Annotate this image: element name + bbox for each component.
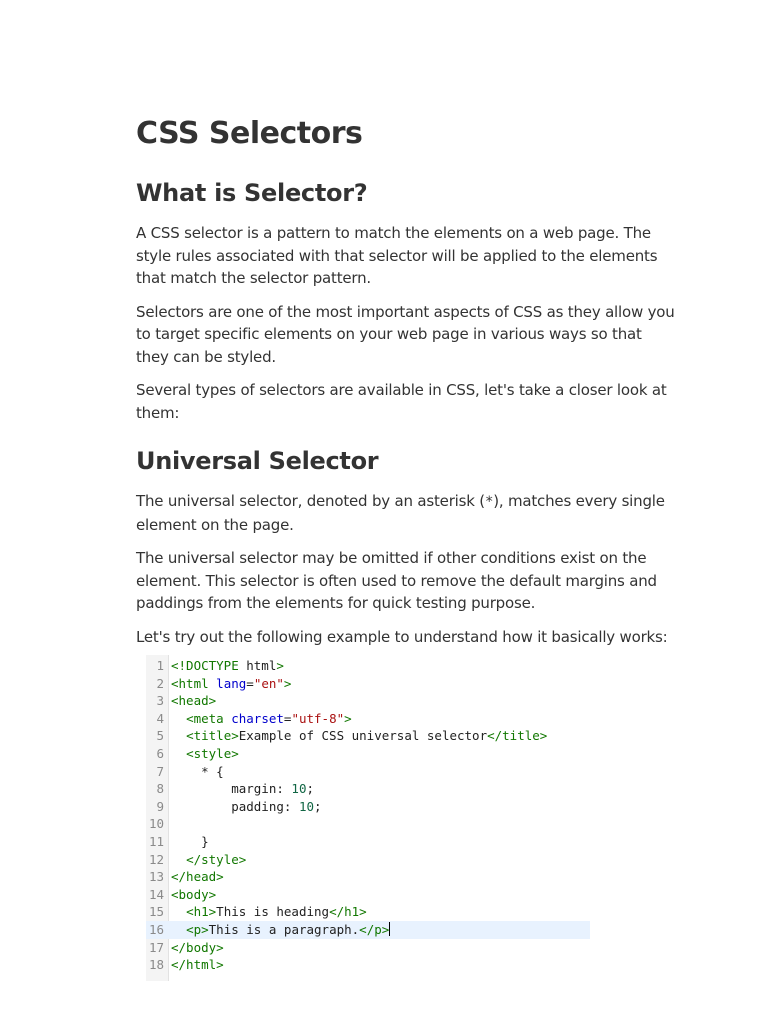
line-number: 2: [156, 675, 164, 691]
code-line[interactable]: [146, 939, 590, 957]
article: [136, 112, 676, 648]
code-text[interactable]: <h1>This is heading</h1>: [186, 904, 367, 920]
paragraph-universal-usage: The universal selector may be omitted if other conditions exist on the element. This selector is often used to remove the default margins and paddings from the elements for quick testing purpose.: [136, 549, 657, 612]
code-line[interactable]: [146, 903, 590, 921]
code-text[interactable]: <html lang="en">: [171, 675, 292, 691]
code-line[interactable]: [146, 921, 590, 939]
code-text[interactable]: <head>: [171, 693, 217, 709]
line-number: 3: [156, 693, 164, 709]
code-text[interactable]: <body>: [171, 886, 217, 902]
code-line[interactable]: [146, 745, 590, 763]
code-text[interactable]: </style>: [186, 851, 247, 867]
code-line[interactable]: [146, 798, 590, 816]
code-text[interactable]: <!DOCTYPE html>: [171, 658, 284, 673]
line-number: 17: [148, 939, 164, 955]
code-line[interactable]: [146, 780, 590, 798]
code-line[interactable]: [146, 815, 590, 833]
text-span: ), matches every single element on the page.: [136, 492, 665, 534]
code-line[interactable]: [146, 868, 590, 886]
code-text[interactable]: <style>: [186, 746, 239, 761]
line-number: 9: [156, 798, 164, 814]
code-line[interactable]: [146, 657, 590, 675]
code-line[interactable]: [146, 851, 590, 869]
paragraph-example-intro: Let's try out the following example to understand how it basically works:: [136, 627, 668, 646]
code-line[interactable]: [146, 763, 590, 781]
code-line[interactable]: [146, 675, 590, 693]
line-number: 6: [156, 746, 164, 761]
code-text[interactable]: margin: 10;: [171, 781, 315, 797]
line-number: 7: [156, 763, 164, 779]
code-line[interactable]: [146, 727, 590, 745]
code-line[interactable]: [146, 710, 590, 728]
code-text[interactable]: }: [171, 834, 209, 849]
code-line[interactable]: [146, 886, 590, 904]
line-number: 10: [148, 816, 164, 832]
code-line[interactable]: [146, 833, 590, 851]
line-number: 18: [148, 957, 164, 973]
code-text[interactable]: </body>: [171, 939, 224, 955]
code-text[interactable]: <title>Example of CSS universal selector</title>: [186, 728, 548, 744]
paragraph-selector-importance: Selectors are one of the most important aspects of CSS as they allow you to target specific elements on your web page in various ways so that they can be styled.: [136, 302, 675, 366]
line-number: 14: [148, 886, 164, 902]
code-line[interactable]: [146, 692, 590, 710]
line-number: 15: [148, 904, 164, 920]
section-heading-universal-selector: Universal Selector: [136, 447, 379, 475]
line-number: 16: [148, 922, 164, 937]
code-text[interactable]: padding: 10;: [171, 798, 322, 814]
code-text[interactable]: </html>: [171, 957, 224, 973]
page-title: CSS Selectors: [136, 116, 363, 151]
line-number: 13: [148, 869, 164, 885]
code-text[interactable]: * {: [171, 763, 224, 779]
line-number: 5: [156, 728, 164, 744]
paragraph-selector-types: Several types of selectors are available in CSS, let's take a closer look at them:: [136, 381, 667, 422]
line-number: 8: [156, 781, 164, 797]
line-number: 12: [148, 851, 164, 867]
code-editor[interactable]: [146, 655, 590, 981]
code-text[interactable]: <p>This is a paragraph.</p>: [186, 922, 390, 937]
code-text[interactable]: <meta charset="utf-8">: [186, 710, 352, 726]
line-number: 4: [156, 710, 164, 726]
paragraph-universal-definition: [136, 490, 676, 536]
paragraph-selector-definition: A CSS selector is a pattern to match the elements on a web page. The style rules associated with that selector will be applied to the elements that match the selector pattern.: [136, 224, 658, 287]
line-number: 11: [148, 834, 164, 849]
text-cursor: [389, 922, 390, 936]
inline-code-asterisk: *: [484, 494, 494, 510]
line-number: 1: [156, 658, 164, 673]
code-text[interactable]: </head>: [171, 869, 224, 885]
text-span: The universal selector, denoted by an asterisk (: [136, 492, 485, 510]
code-line[interactable]: [146, 956, 590, 974]
section-heading-what-is-selector: What is Selector?: [136, 179, 368, 207]
